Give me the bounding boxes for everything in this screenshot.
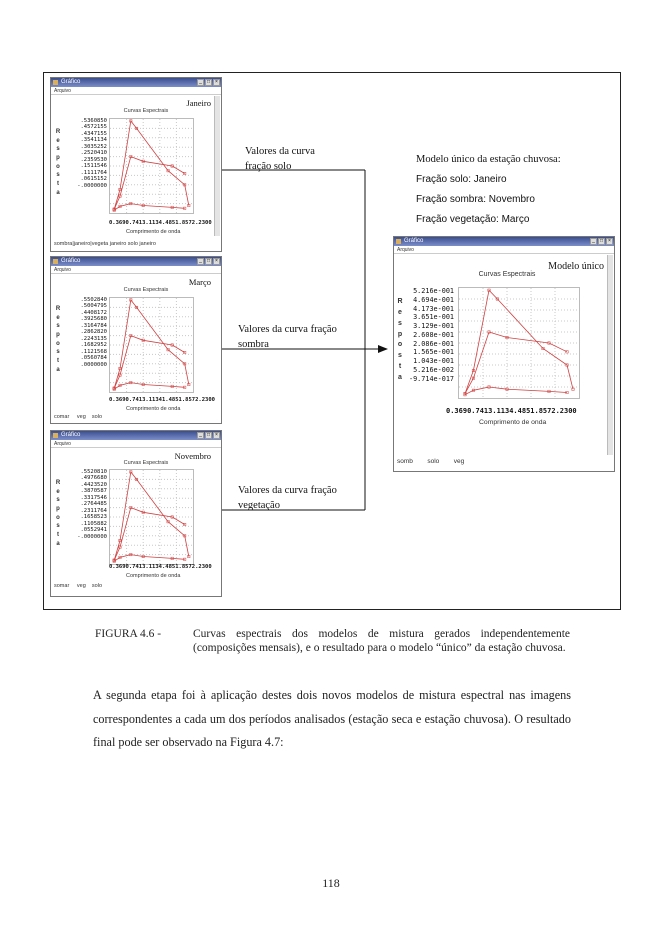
spectral-curves-svg bbox=[110, 119, 193, 213]
x-axis-label: Comprimento de onda bbox=[126, 573, 181, 579]
y-tick-label: 5.216e-001 bbox=[413, 287, 454, 295]
y-axis-letter: o bbox=[56, 163, 60, 170]
plot-area bbox=[109, 297, 194, 393]
legend-item: somar bbox=[54, 583, 70, 589]
y-tick-label: -9.714e-017 bbox=[408, 374, 454, 383]
y-axis-letter: a bbox=[56, 540, 60, 547]
legend-item: comar bbox=[54, 414, 70, 420]
legend bbox=[54, 583, 102, 589]
legend: sombra|janeiro|vegeta janeiro solo janeiro bbox=[54, 241, 156, 247]
figure-caption bbox=[95, 627, 570, 655]
minimize-button[interactable]: _ bbox=[590, 238, 597, 245]
y-axis-letter: s bbox=[56, 146, 60, 153]
y-tick-labels bbox=[404, 287, 454, 383]
spectral-curve bbox=[114, 508, 185, 561]
close-button[interactable]: × bbox=[606, 238, 613, 245]
y-tick-label: .4572155 bbox=[80, 124, 107, 131]
menu-arquivo[interactable]: Arquivo bbox=[51, 440, 221, 448]
legend-item: solo bbox=[91, 414, 103, 420]
minimize-button[interactable]: _ bbox=[197, 258, 204, 265]
y-tick-label: 4.173e-001 bbox=[413, 304, 454, 313]
y-axis-letter: p bbox=[56, 332, 60, 339]
maximize-button[interactable]: □ bbox=[206, 432, 211, 438]
spectral-curve bbox=[114, 204, 185, 211]
app-icon bbox=[53, 259, 58, 264]
spectral-curve bbox=[114, 157, 185, 210]
y-axis-letter: a bbox=[56, 366, 60, 373]
y-axis-letter: p bbox=[56, 506, 60, 513]
y-tick-label: .1105882 bbox=[80, 520, 107, 527]
y-tick-labels bbox=[61, 118, 107, 189]
plot-area bbox=[109, 118, 194, 214]
y-axis-letter: e bbox=[56, 314, 60, 321]
x-axis-label: Comprimento de onda bbox=[126, 229, 181, 235]
y-tick-label: .2862820 bbox=[80, 329, 107, 336]
close-button[interactable]: × bbox=[213, 258, 220, 265]
menu-arquivo[interactable]: Arquivo bbox=[394, 246, 614, 254]
app-icon bbox=[53, 80, 58, 85]
y-tick-label: .3164784 bbox=[80, 322, 107, 329]
window-titlebar[interactable] bbox=[51, 78, 221, 87]
y-tick-label: .3925680 bbox=[80, 316, 107, 323]
x-tick-labels: 0.3690.7413.11341.4851.8572.2300 bbox=[109, 397, 215, 403]
plot-area bbox=[458, 287, 580, 399]
y-tick-label: .1111764 bbox=[80, 169, 107, 176]
y-tick-label: 4.694e-001 bbox=[413, 295, 454, 304]
y-tick-label: -.0000000 bbox=[77, 182, 107, 189]
window-titlebar[interactable] bbox=[394, 237, 614, 246]
spectral-curve bbox=[114, 555, 185, 562]
minimize-button[interactable]: _ bbox=[197, 79, 204, 86]
y-axis-letter: R bbox=[55, 129, 61, 135]
y-tick-label: .1658523 bbox=[80, 514, 107, 521]
callout-line: vegetação bbox=[238, 500, 280, 511]
menu-arquivo[interactable]: Arquivo bbox=[51, 87, 221, 95]
y-axis-letter: e bbox=[56, 488, 60, 495]
window-title: Gráfico bbox=[404, 238, 424, 244]
chart-title: Curvas Espectrais bbox=[123, 108, 169, 114]
y-tick-label: .2243135 bbox=[80, 335, 107, 342]
y-tick-label: 3.129e-001 bbox=[413, 322, 454, 331]
menu-arquivo[interactable]: Arquivo bbox=[51, 266, 221, 274]
x-tick-labels: 0.3690.7413.1134.4851.8572.2300 bbox=[109, 220, 212, 226]
app-icon bbox=[53, 433, 58, 438]
y-axis-letter: t bbox=[57, 181, 59, 188]
y-axis-letter: o bbox=[397, 341, 403, 349]
y-tick-label: 2.608e-001 bbox=[413, 330, 454, 339]
graph-window-novembro bbox=[50, 430, 222, 597]
spectral-curve bbox=[465, 387, 567, 395]
y-tick-label: .3035252 bbox=[80, 143, 107, 150]
y-tick-label: .3541134 bbox=[80, 137, 107, 144]
y-tick-label: .1121568 bbox=[80, 348, 107, 355]
callout-vegetacao bbox=[238, 483, 337, 513]
y-axis-letter: s bbox=[56, 323, 60, 330]
y-tick-label: .0560784 bbox=[80, 355, 107, 362]
close-button[interactable]: × bbox=[213, 79, 220, 86]
chart-title: Curvas Espectrais bbox=[123, 460, 169, 466]
callout-sombra bbox=[238, 322, 337, 352]
callout-line: Valores da curva bbox=[245, 146, 315, 157]
legend bbox=[397, 458, 464, 465]
y-axis-letter: R bbox=[397, 298, 403, 305]
x-axis-label: Comprimento de onda bbox=[479, 419, 547, 426]
month-label: Novembro bbox=[174, 451, 211, 461]
window-title: Gráfico bbox=[61, 258, 81, 264]
legend-item: veg bbox=[453, 458, 465, 465]
legend-item: somb bbox=[397, 458, 413, 465]
y-axis-letter: R bbox=[55, 480, 61, 486]
spectral-curves-svg bbox=[110, 298, 193, 392]
window-title: Gráfico bbox=[61, 432, 81, 438]
y-axis-letter: o bbox=[56, 340, 60, 347]
y-tick-label: -.0000000 bbox=[77, 533, 107, 540]
y-axis-letter: t bbox=[57, 532, 59, 539]
maximize-button[interactable]: □ bbox=[206, 79, 211, 85]
spectral-curve bbox=[465, 332, 567, 394]
model-description bbox=[416, 150, 561, 230]
y-tick-label: .5520810 bbox=[80, 469, 107, 475]
app-icon bbox=[396, 239, 401, 244]
spectral-curves-svg bbox=[110, 470, 193, 564]
callout-solo bbox=[245, 144, 315, 174]
y-axis-letter: s bbox=[398, 319, 402, 327]
y-tick-label: .4423520 bbox=[80, 481, 107, 488]
y-tick-label: .4408172 bbox=[80, 309, 107, 316]
y-tick-label: .5360850 bbox=[80, 118, 107, 124]
y-tick-labels bbox=[61, 469, 107, 540]
y-axis-letter: o bbox=[56, 514, 60, 521]
legend bbox=[54, 414, 102, 420]
y-axis-letter: e bbox=[56, 137, 60, 144]
y-axis-label bbox=[397, 297, 403, 384]
y-axis-letter: s bbox=[56, 523, 60, 530]
y-tick-label: .4976680 bbox=[80, 475, 107, 482]
maximize-button[interactable]: □ bbox=[599, 238, 604, 244]
graph-window-marco bbox=[50, 256, 222, 424]
y-axis-letter: t bbox=[57, 358, 59, 365]
y-tick-label: .0615152 bbox=[80, 176, 107, 183]
month-label: Março bbox=[188, 277, 211, 287]
month-label: Janeiro bbox=[186, 98, 211, 108]
y-tick-label: 1.565e-001 bbox=[413, 348, 454, 357]
vertical-scrollbar[interactable] bbox=[607, 255, 613, 455]
y-axis-letter: s bbox=[56, 172, 60, 179]
legend-item: veg bbox=[76, 414, 86, 420]
y-axis-letter: p bbox=[56, 155, 60, 162]
legend-item: solo bbox=[427, 458, 440, 465]
y-tick-label: 2.086e-001 bbox=[413, 339, 454, 348]
y-axis-letter: s bbox=[56, 349, 60, 356]
body-paragraph: A segunda etapa foi à aplicação destes dois novos modelos de mistura espectral nas imagens correspondentes a cada um dos períodos analisados (estação seca e estação chuvosa). O resultado final pode ser observado na Figura 4.7: bbox=[93, 688, 571, 749]
y-tick-label: .1511546 bbox=[80, 163, 107, 170]
y-axis-letter: p bbox=[397, 330, 403, 338]
maximize-button[interactable]: □ bbox=[206, 258, 211, 264]
y-axis-letter: a bbox=[398, 373, 402, 381]
spectral-curve bbox=[114, 472, 189, 560]
callout-line: Valores da curva fração bbox=[238, 485, 337, 496]
legend-item: veg bbox=[76, 583, 86, 589]
page-number: 118 bbox=[322, 876, 340, 890]
y-tick-label: .1682952 bbox=[80, 342, 107, 349]
spectral-curve bbox=[114, 383, 185, 390]
callout-line: fração solo bbox=[245, 161, 292, 172]
model-line-sombra: Fração sombra: Novembro bbox=[416, 194, 535, 205]
window-titlebar[interactable] bbox=[51, 257, 221, 266]
x-tick-labels: 0.3690.7413.1134.4851.8572.2300 bbox=[109, 564, 212, 570]
y-tick-label: .0000000 bbox=[80, 361, 107, 368]
callout-line: sombra bbox=[238, 339, 269, 350]
close-button[interactable]: × bbox=[213, 432, 220, 439]
y-axis-letter: s bbox=[56, 497, 60, 504]
x-tick-labels: 0.3690.7413.1134.4851.8572.2300 bbox=[446, 407, 577, 415]
y-tick-label: .2311764 bbox=[80, 507, 107, 514]
plot-area bbox=[109, 469, 194, 565]
graph-window-modelo-unico bbox=[393, 236, 615, 472]
y-tick-label: .0552941 bbox=[80, 527, 107, 534]
spectral-curves-svg bbox=[459, 288, 579, 398]
legend-item: solo bbox=[91, 583, 103, 589]
spectral-curve bbox=[114, 300, 189, 388]
window-titlebar[interactable] bbox=[51, 431, 221, 440]
y-tick-label: .3317546 bbox=[80, 494, 107, 501]
model-line-solo: Fração solo: Janeiro bbox=[416, 174, 507, 185]
caption-label: FIGURA 4.6 - bbox=[95, 628, 162, 640]
model-heading: Modelo único da estação chuvosa: bbox=[416, 154, 561, 165]
chart-title: Curvas Espectrais bbox=[123, 287, 169, 293]
y-tick-label: 1.043e-001 bbox=[413, 357, 454, 366]
y-tick-label: .2359530 bbox=[80, 156, 107, 163]
month-label: Modelo único bbox=[548, 261, 604, 272]
window-title: Gráfico bbox=[61, 79, 81, 85]
spectral-curve bbox=[114, 121, 189, 209]
minimize-button[interactable]: _ bbox=[197, 432, 204, 439]
y-tick-label: .5004795 bbox=[80, 303, 107, 310]
y-tick-label: .2520410 bbox=[80, 150, 107, 157]
y-tick-labels bbox=[61, 297, 107, 368]
y-tick-label: .2764485 bbox=[80, 501, 107, 508]
callout-line: Valores da curva fração bbox=[238, 324, 337, 335]
y-tick-label: .4347155 bbox=[80, 130, 107, 137]
y-tick-label: 5.216e-002 bbox=[413, 365, 454, 374]
caption-text: Curvas espectrais dos modelos de mistura gerados independentemente (composições mensais), e o resultado para o modelo “único” da estação chuvosa. bbox=[193, 628, 570, 654]
y-axis-letter: t bbox=[398, 363, 402, 371]
model-line-vegetacao: Fração vegetação: Março bbox=[416, 214, 530, 225]
y-axis-letter: R bbox=[55, 306, 61, 312]
spectral-curve bbox=[114, 336, 185, 389]
y-axis-letter: a bbox=[56, 189, 60, 196]
graph-window-janeiro bbox=[50, 77, 222, 252]
vertical-scrollbar[interactable] bbox=[214, 96, 220, 236]
spectral-curve bbox=[465, 290, 573, 393]
y-tick-label: .3870587 bbox=[80, 488, 107, 495]
y-tick-label: .5502840 bbox=[80, 297, 107, 303]
y-axis-letter: e bbox=[398, 308, 402, 316]
y-axis-letter: s bbox=[398, 352, 402, 360]
chart-title: Curvas Espectrais bbox=[478, 271, 536, 278]
x-axis-label: Comprimento de onda bbox=[126, 406, 181, 412]
y-tick-label: 3.651e-001 bbox=[413, 313, 454, 322]
